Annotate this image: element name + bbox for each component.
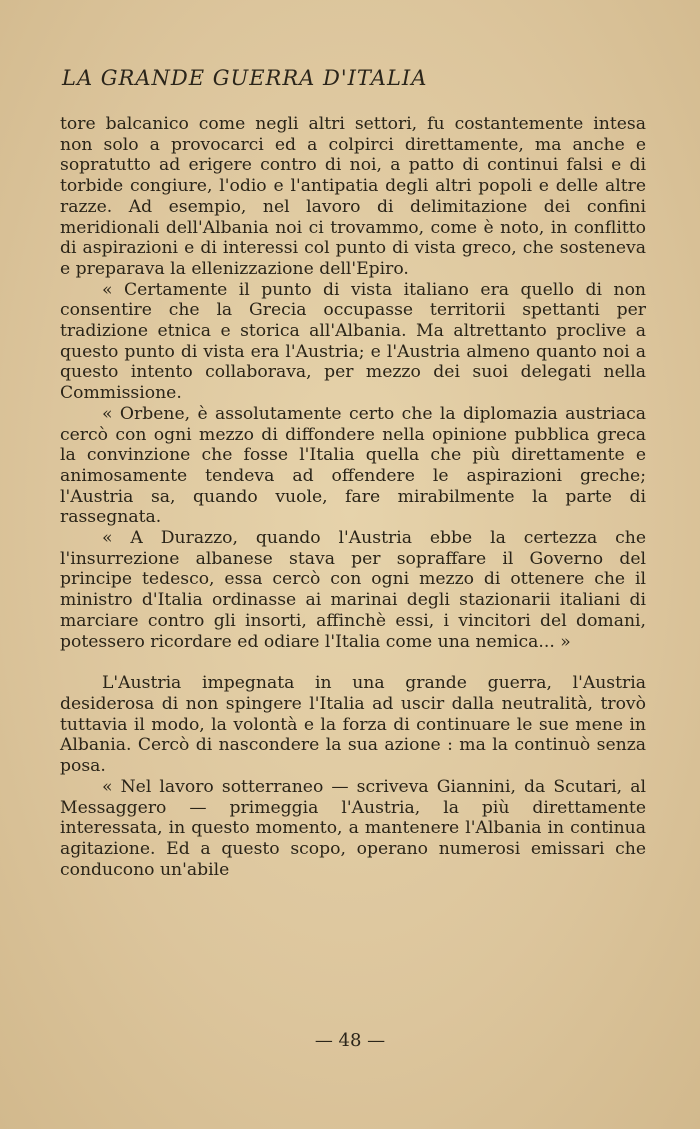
paragraph-quote-1: « Certamente il punto di vista italiano era quello di non consentire che la Grecia occupasse territorii spettanti per tradizione etnica e storica all'Albania. Ma altrettanto proclive a questo punto di vista era l'Austria; e l'Austria almeno quanto noi a questo intento collaborava, per mezzo dei suoi delegati nella Commissione.: [60, 279, 646, 404]
body-text: [60, 114, 646, 880]
paragraph-quote-3: « A Durazzo, quando l'Austria ebbe la certezza che l'insurrezione albanese stava per sopraffare il Governo del principe tedesco, essa cercò con ogni mezzo di ottenere che il ministro d'Italia ordinasse ai marinai degli stazionarii italiani di marciare contro gli insorti, affinchè essi, i vincitori del domani, potessero ricordare ed odiare l'Italia come una nemica... »: [60, 528, 646, 652]
paragraph-narrative: L'Austria impegnata in una grande guerra, l'Austria desiderosa di non spingere l'Italia ad uscir dalla neutralità, trovò tuttavia il modo, la volontà e la forza di continuare le sue mene in Albania. Cercò di nascondere la sua azione : ma la continuò senza posa.: [60, 673, 646, 777]
running-title: LA GRANDE GUERRA D'ITALIA: [62, 66, 428, 90]
paragraph-quote-4: « Nel lavoro sotterraneo — scriveva Giannini, da Scutari, al Messaggero — primeggia l'Austria, la più direttamente interessata, in questo momento, a mantenere l'Albania in continua agitazione. Ed a questo scopo, operano numerosi emissari che conducono un'abile: [60, 776, 646, 880]
page-number: — 48 —: [314, 1030, 386, 1051]
paragraph-continuation: tore balcanico come negli altri settori, fu costantemente intesa non solo a provocarci ed a colpirci direttamente, ma anche e sopratutto ad erigere contro di noi, a patto di continui falsi e di torbide congiure, l'odio e l'antipatia degli altri popoli e delle altre razze. Ad esempio, nel lavoro di delimitazione dei confini meridionali dell'Albania noi ci trovammo, come è noto, in conflitto di aspirazioni e di interessi col punto di vista greco, che sosteneva e preparava la ellenizzazione dell'Epiro.: [60, 114, 646, 279]
paragraph-quote-2: « Orbene, è assolutamente certo che la diplomazia austriaca cercò con ogni mezzo di diffondere nella opinione pubblica greca la convinzione che fosse l'Italia quella che più direttamente e animosamente tendeva ad offendere le aspirazioni greche; l'Austria sa, quando vuole, fare mirabilmente la parte di rassegnata.: [60, 403, 646, 528]
